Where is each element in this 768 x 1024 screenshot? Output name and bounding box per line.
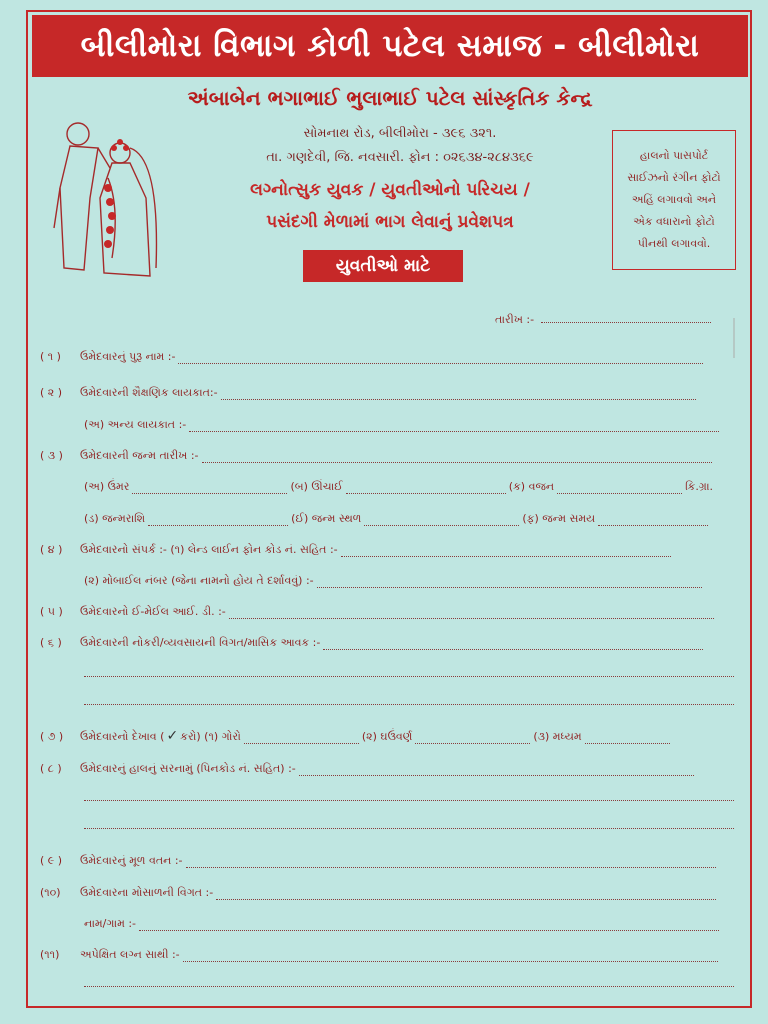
entry-line[interactable] xyxy=(183,949,718,962)
field-other-qualification[interactable] xyxy=(84,416,722,432)
photo-instruction-2: સાઈઝનો રંગીન ફોટો xyxy=(627,171,721,184)
field-number: ( ૮ ) xyxy=(40,762,62,775)
weight-line[interactable] xyxy=(557,481,682,494)
date-field[interactable] xyxy=(495,310,714,327)
wheatish-label: (૨) ઘઉંવર્ણ xyxy=(361,730,413,743)
address-extra-line[interactable] xyxy=(84,800,734,801)
title-banner xyxy=(32,15,748,77)
age-line[interactable] xyxy=(132,481,287,494)
date-label: તારીખ :- xyxy=(495,313,535,326)
field-label: ઉમેદવારનું હાલનું સરનામું (પિનકોડ નં. સહિત) :- xyxy=(80,762,296,775)
weight-unit: કિ.ગ્રા. xyxy=(685,480,714,493)
field-label: ઉમેદવારના મોસાળની વિગત :- xyxy=(80,886,214,899)
category-badge xyxy=(303,250,463,282)
entry-line[interactable] xyxy=(189,419,719,432)
field-label: (૨) મોબાઈલ નંબર (જેના નામનો હોય તે દર્શાવવું) :- xyxy=(84,574,314,587)
birthtime-line[interactable] xyxy=(598,513,708,526)
rashi-line[interactable] xyxy=(148,513,288,526)
field-label: ઉમેદવારનું મૂળ વતન :- xyxy=(80,854,183,867)
field-email[interactable] xyxy=(40,603,717,619)
field-maternal-details[interactable] xyxy=(40,884,719,900)
entry-line[interactable] xyxy=(186,855,716,868)
occupation-extra-line[interactable] xyxy=(84,704,734,705)
height-line[interactable] xyxy=(346,481,506,494)
entry-line[interactable] xyxy=(323,637,703,650)
entry-line[interactable] xyxy=(202,450,712,463)
rashi-label: (ડ) જન્મરાશિ xyxy=(84,512,146,525)
photo-instruction-1: હાલનો પાસપોર્ટ xyxy=(639,149,709,162)
entry-line[interactable] xyxy=(178,351,703,364)
fair-line[interactable] xyxy=(244,731,359,744)
field-label: ઉમેદવારનો દેખાવ ( xyxy=(80,730,165,743)
field-number: ( ૨ ) xyxy=(40,386,63,399)
entry-line[interactable] xyxy=(317,575,702,588)
entry-line[interactable] xyxy=(221,387,696,400)
field-birth-date[interactable] xyxy=(40,447,715,463)
photo-instruction-5: પીનથી લગાવવો. xyxy=(637,237,711,250)
occupation-extra-line[interactable] xyxy=(84,676,734,677)
intro-line-1: લગ્નોત્સુક યુવક / યુવતીઓનો પરિચય / xyxy=(250,180,530,200)
field-label: ઉમેદવારનો ઈ-મેઈલ આઈ. ડી. :- xyxy=(80,605,226,618)
field-age-height-weight[interactable] xyxy=(84,478,713,494)
field-expected-partner[interactable] xyxy=(40,946,721,962)
field-number: ( ૧ ) xyxy=(40,350,61,363)
field-rashi-place-time[interactable] xyxy=(84,510,711,526)
field-number: (૧૦) xyxy=(40,886,61,899)
field-number: ( ૩ ) xyxy=(40,449,63,462)
field-number: ( ૬ ) xyxy=(40,636,62,649)
category-badge-label: યુવતીઓ માટે xyxy=(335,256,431,276)
date-line[interactable] xyxy=(541,310,711,323)
photo-instruction-3: અહિં લગાવવો અને xyxy=(631,193,717,206)
entry-line[interactable] xyxy=(139,918,719,931)
medium-line[interactable] xyxy=(585,731,670,744)
weight-label: (ક) વજન xyxy=(508,480,555,493)
address-line-1: સોમનાથ રોડ, બીલીમોરા - ૩૯૬ ૩૨૧. xyxy=(303,126,497,141)
birthtime-label: (ફ) જન્મ સમય xyxy=(522,512,596,525)
photo-instruction-4: એક વધારાનો ફોટો xyxy=(633,215,715,228)
field-maternal-name-village[interactable] xyxy=(84,915,722,931)
field-full-name[interactable] xyxy=(40,348,706,364)
fair-label: કરો) (૧) ગોરો xyxy=(180,730,241,743)
partner-extra-line[interactable] xyxy=(84,986,734,987)
page-title: બીલીમોરા વિભાગ કોળી પટેલ સમાજ - બીલીમોરા xyxy=(80,27,700,64)
subtitle: અંબાબેન ભગાભાઈ ભુલાભાઈ પટેલ સાંસ્કૃતિક કેન્દ્ર xyxy=(187,86,593,110)
field-native-place[interactable] xyxy=(40,852,719,868)
field-number: ( ૪ ) xyxy=(40,543,63,556)
height-label: (બ) ઊંચાઈ xyxy=(290,480,343,493)
field-mobile[interactable] xyxy=(84,572,705,588)
field-occupation[interactable] xyxy=(40,634,706,650)
address-line-2: તા. ગણદેવી, જિ. નવસારી. ફોન : ૦૨૬૩૪-૨૮૪૩૬૯ xyxy=(266,150,534,165)
field-education[interactable] xyxy=(40,384,699,400)
couple-illustration xyxy=(50,118,170,287)
entry-line[interactable] xyxy=(299,763,694,776)
field-complexion[interactable] xyxy=(40,728,673,744)
age-label: (અ) ઉંમર xyxy=(84,480,130,493)
field-number: ( ૫ ) xyxy=(40,605,63,618)
field-label: અપેક્ષિત લગ્ન સાથી :- xyxy=(80,948,180,961)
field-label: ઉમેદવારની શૈક્ષણિક લાયકાત:- xyxy=(80,386,218,399)
paper-mark xyxy=(733,318,735,358)
birthplace-line[interactable] xyxy=(364,513,519,526)
entry-line[interactable] xyxy=(341,544,671,557)
field-label: નામ/ગામ :- xyxy=(84,917,137,930)
field-number: ( ૯ ) xyxy=(40,854,63,867)
field-label: ઉમેદવારની જન્મ તારીખ :- xyxy=(80,449,199,462)
wheatish-line[interactable] xyxy=(415,731,530,744)
medium-label: (૩) મધ્યમ xyxy=(533,730,582,743)
field-address[interactable] xyxy=(40,760,697,776)
field-label: ઉમેદવારનો સંપર્ક :- (૧) લેન્ડ લાઈન ફોન કોડ નં. સહિત :- xyxy=(80,543,338,556)
field-label: (અ) અન્ય લાયકાત :- xyxy=(84,418,187,431)
field-number: (૧૧) xyxy=(40,948,60,961)
birthplace-label: (ઈ) જન્મ સ્થળ xyxy=(291,512,362,525)
field-number: ( ૭ ) xyxy=(40,730,64,743)
check-mark-icon: ✓ xyxy=(166,728,179,744)
photo-placeholder xyxy=(612,130,736,270)
entry-line[interactable] xyxy=(216,887,716,900)
intro-line-2: પસંદગી મેળામાં ભાગ લેવાનું પ્રવેશપત્ર xyxy=(266,212,514,232)
field-label: ઉમેદવારની નોકરી/વ્યવસાયની વિગત/માસિક આવક :- xyxy=(80,636,321,649)
field-label: ઉમેદવારનું પુરૂ નામ :- xyxy=(80,350,176,363)
address-extra-line[interactable] xyxy=(84,828,734,829)
field-landline[interactable] xyxy=(40,541,674,557)
entry-line[interactable] xyxy=(229,606,714,619)
